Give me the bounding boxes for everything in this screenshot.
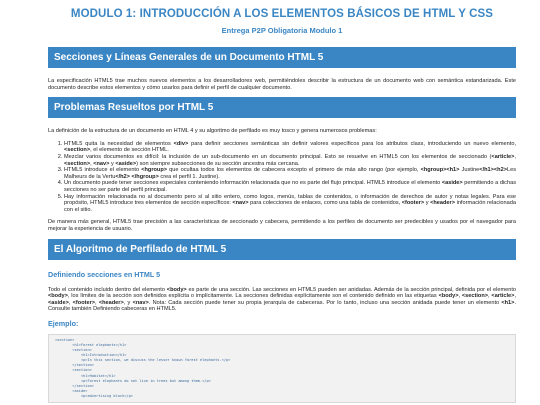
problem-item: 5. Hay información relacionada no al documento pero sí al sitio entero, como logos, menús, tablas de contenidos, o información de derechos de autor y notas legales. Para ese propósito, HTML5 introduce tres elementos de sección específicos: <nav> para colecciones de enlaces, como una tabla de contenidos, <footer> y <header> información relacionada con el sitio. <box>64 194 516 214</box>
code-line: <h1>Introduction</h1> <box>55 353 127 358</box>
code-line: </section> <box>55 363 94 368</box>
code-term: <nav> <box>232 200 249 207</box>
code-term: <article> <box>491 153 515 160</box>
code-line: <h1>Forest elephants</h1> <box>55 342 127 347</box>
code-term: <body> <box>438 293 459 300</box>
code-term: <nav> <box>93 160 110 167</box>
problems-list <box>48 141 516 214</box>
section-heading-secciones: Secciones y Líneas Generales de un Documento HTML 5 <box>48 47 516 68</box>
code-term: </h1><h2> <box>479 167 507 174</box>
code-term: <aside> <box>115 160 137 167</box>
section-problemas-intro: La definición de la estructura de un documento en HTML 4 y su algoritmo de perfilado es muy tosco y genera numerosos problemas: <box>48 128 377 135</box>
problem-item: 2. Mezclar varios documentos es difícil: la inclusión de un sub-documento en un documento principal. Esto se resuelve en HTML5 con los elementos de seccionado (<article>, <section>, <nav> y <aside>) son siempre subsecciones de su sección ancestra más cercana. <box>64 154 516 167</box>
code-term: <header> <box>430 200 455 207</box>
code-term: <body> <box>48 293 68 300</box>
code-line: <aside> <box>55 388 88 393</box>
code-term: <footer> <box>401 200 425 207</box>
section-algoritmo-paragraph: Todo el contenido incluido dentro del elemento <body> es parte de una sección. Las secciones en HTML5 pueden ser anidadas. Además de la sección principal, definida por el elemento <body>, los límites de la sección son definidos explícita o implícitamente. La secciones definidas explícitamente son el contenido definido en las etiquetas <body>, <section>, <article>, <aside>, <footer>, <header>, y <nav>. Nota: Cada sección puede tener su propia jerarquía de cabeceras. Por lo tanto, incluso una sección anidada puede tener un elemento <h1>. Consulte también Definiendo cabeceras en HTML5. <box>48 286 516 313</box>
code-line: <p>advertising block</p> <box>55 393 133 398</box>
subheading-definiendo-secciones: Definiendo secciones en HTML 5 <box>48 269 161 279</box>
code-example <box>48 334 516 403</box>
code-term: <article> <box>491 293 515 300</box>
code-term: <aside> <box>48 299 69 306</box>
code-line: <section> <box>55 368 92 373</box>
code-term: <section> <box>461 293 489 300</box>
code-line: </section> <box>55 383 94 388</box>
problem-item: 4. Un documento puede tener secciones especiales conteniendo información relacionada que no es parte del flujo principal. HTML5 introduce el elemento <aside> permitiendo a dichas secciones no ser parte del perfil principal. <box>64 180 516 193</box>
section-heading-algoritmo: El Algoritmo de Perfilado de HTML 5 <box>48 239 516 260</box>
code-term: <section> <box>64 147 91 154</box>
section-problemas-closing: De manera más general, HTML5 trae precisión a las características de seccionado y cabecera, permitiendo a los perfiles de documento ser predecibles y usados por el navegador para mejorar la experiencia de usuario. <box>48 219 516 232</box>
code-term: <section> <box>64 160 91 167</box>
code-term: <nav> <box>132 299 149 306</box>
code-term: <hgroup><h1> <box>420 167 460 174</box>
code-line: <p>In this section, we discuss the lesser known forest elephants.</p> <box>55 358 231 363</box>
code-term: <footer> <box>72 299 96 306</box>
page-subtitle: Entrega P2P Obligatoria Modulo 1 <box>221 26 343 35</box>
code-line: <section> <box>55 337 75 342</box>
example-label: Ejemplo: <box>48 318 79 328</box>
page-title: MODULO 1: INTRODUCCIÓN A LOS ELEMENTOS BÁSICOS DE HTML Y CSS <box>70 8 494 20</box>
code-line: <h1>Habitat</h1> <box>55 373 116 378</box>
problem-item: 1. HTML5 quita la necesidad de elementos <div> para definir secciones semánticas sin definir valores específicos para los atributos class, introduciendo un nuevo elemento, <section>, el elemento de sección HTML. <box>64 141 516 154</box>
code-line: <section> <box>55 348 92 353</box>
code-term: <body> <box>166 286 187 293</box>
code-term: </h2> </hgroup> <box>115 173 159 180</box>
code-line: <p>Forest elephants do not live in trees but among them.</p> <box>55 378 211 383</box>
code-term: <aside> <box>441 180 463 187</box>
section-heading-problemas: Problemas Resueltos por HTML 5 <box>48 97 516 118</box>
code-term: <hgroup> <box>141 167 168 174</box>
code-term: <h1> <box>501 299 515 306</box>
code-term: <header> <box>98 299 124 306</box>
problem-item: 3. HTML5 introduce el elemento <hgroup> que ocultaa todos los elementos de cabecera excepto el primero de más alto rango (por ejemplo, <hgroup><h1> Justine</h1><h2>Les Malheurs de la Vertu</h2> </hgroup> crea el perfil 1. Justine). <box>64 167 516 180</box>
section-secciones-paragraph: La especificación HTML5 trae muchos nuevos elementos a los desarrolladores web, permitiéndoles describir la estructura de un documento web con semántica estandarizada. Este documento describe estos elementos y cómo usarlos para definir el perfil de cualquier documento. <box>48 78 516 91</box>
code-term: <div> <box>173 140 189 147</box>
